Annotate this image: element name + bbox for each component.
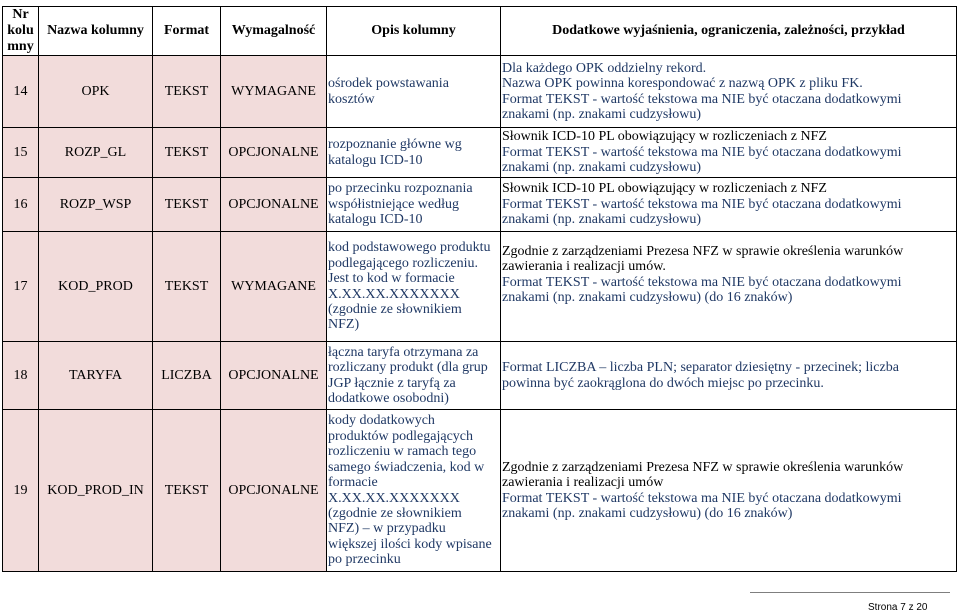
column-description: [327, 342, 501, 410]
header-required: Wymagalność: [221, 7, 327, 56]
extra-line: Zgodnie z zarządzeniami Prezesa NFZ w sprawie określenia warunków: [502, 459, 904, 475]
header-name: Nazwa kolumny: [39, 7, 153, 56]
description-line: katalogu ICD-10: [328, 212, 423, 228]
column-required: WYMAGANE: [221, 232, 327, 342]
column-name: ROZP_WSP: [39, 178, 153, 232]
column-extra: [501, 410, 957, 572]
column-description: [327, 232, 501, 342]
column-extra: [501, 56, 957, 128]
extra-line: Format TEKST - wartość tekstowa ma NIE być otaczana dodatkowymi: [502, 490, 902, 506]
column-name: ROZP_GL: [39, 128, 153, 178]
row-number: 17: [3, 232, 39, 342]
description-line: (zgodnie ze słownikiem: [328, 505, 462, 521]
description-line: rozpoznanie główne wg: [328, 137, 462, 153]
footer-divider: [750, 592, 950, 593]
description-line: współistniejące według: [328, 196, 460, 212]
description-line: kosztów: [328, 91, 375, 107]
extra-line: Format TEKST - wartość tekstowa ma NIE być otaczana dodatkowymi: [502, 274, 902, 290]
table-row: [3, 128, 957, 178]
description-line: X.XX.XX.XXXXXXX: [328, 490, 460, 506]
description-line: NFZ): [328, 317, 360, 333]
extra-line: Słownik ICD-10 PL obowiązujący w rozliczeniach z NFZ: [502, 181, 827, 197]
description-line: Jest to kod w formacie: [328, 271, 455, 287]
header-nr-line2: kolu: [7, 23, 34, 38]
column-required: OPCJONALNE: [221, 178, 327, 232]
table-row: [3, 342, 957, 410]
description-line: produktów podlegających: [328, 428, 474, 444]
header-extra: Dodatkowe wyjaśnienia, ograniczenia, zależności, przykład: [501, 7, 957, 56]
description-line: rozliczany produkt (dla grup: [328, 360, 488, 376]
header-row: [3, 7, 957, 56]
row-number: 14: [3, 56, 39, 128]
column-required: WYMAGANE: [221, 56, 327, 128]
column-name: KOD_PROD: [39, 232, 153, 342]
extra-line: powinna być zaokrąglona do dwóch miejsc po przecinku.: [502, 375, 824, 391]
extra-line: Nazwa OPK powinna korespondować z nazwą OPK z pliku FK.: [502, 76, 863, 92]
column-name: TARYFA: [39, 342, 153, 410]
description-line: JGP łącznie z taryfą za: [328, 375, 456, 391]
extra-line: Dla każdego OPK oddzielny rekord.: [502, 60, 707, 76]
extra-line: zawierania i realizacji umów.: [502, 259, 666, 275]
column-name: OPK: [39, 56, 153, 128]
header-nr-line1: Nr: [12, 7, 29, 22]
extra-line: Format TEKST - wartość tekstowa ma NIE być otaczana dodatkowymi: [502, 91, 902, 107]
table-row: [3, 178, 957, 232]
extra-line: Zgodnie z zarządzeniami Prezesa NFZ w sprawie określenia warunków: [502, 244, 904, 259]
description-line: po przecinku rozpoznania: [328, 181, 473, 197]
column-extra: [501, 178, 957, 232]
extra-line: znakami (np. znakami cudzysłowu): [502, 160, 702, 176]
column-required: OPCJONALNE: [221, 410, 327, 572]
table-row: [3, 56, 957, 128]
column-format: TEKST: [153, 56, 221, 128]
row-number: 15: [3, 128, 39, 178]
description-line: X.XX.XX.XXXXXXX: [328, 286, 460, 302]
row-number: 16: [3, 178, 39, 232]
column-description: [327, 410, 501, 572]
description-line: katalogu ICD-10: [328, 152, 423, 168]
row-number: 18: [3, 342, 39, 410]
description-line: dodatkowe osobodni): [328, 390, 449, 406]
header-format: Format: [153, 7, 221, 56]
row-number: 19: [3, 410, 39, 572]
column-extra: [501, 342, 957, 410]
extra-line: znakami (np. znakami cudzysłowu): [502, 212, 702, 228]
description-line: po przecinku: [328, 552, 401, 568]
column-description: [327, 56, 501, 128]
extra-line: Słownik ICD-10 PL obowiązujący w rozliczeniach z NFZ: [502, 129, 827, 145]
column-format: TEKST: [153, 410, 221, 572]
extra-line: Format TEKST - wartość tekstowa ma NIE być otaczana dodatkowymi: [502, 196, 902, 212]
column-format: TEKST: [153, 178, 221, 232]
extra-line: zawierania i realizacji umów: [502, 475, 664, 491]
description-line: (zgodnie ze słownikiem: [328, 301, 462, 317]
table-row: [3, 410, 957, 572]
description-line: podlegającego rozliczeniu.: [328, 255, 479, 271]
description-line: NFZ) – w przypadku: [328, 521, 446, 537]
page-number: Strona 7 z 20: [868, 602, 928, 613]
description-line: ośrodek powstawania: [328, 76, 449, 92]
description-line: formacie: [328, 475, 378, 491]
description-line: kod podstawowego produktu: [328, 240, 491, 256]
description-line: samego świadczenia, kod w: [328, 459, 485, 475]
extra-line: znakami (np. znakami cudzysłowu): [502, 106, 702, 122]
extra-line: Format LICZBA – liczba PLN; separator dziesiętny - przecinek; liczba: [502, 360, 899, 376]
description-line: kody dodatkowych: [328, 413, 435, 429]
column-extra: [501, 128, 957, 178]
extra-line: Format TEKST - wartość tekstowa ma NIE być otaczana dodatkowymi: [502, 144, 902, 160]
header-nr: [3, 7, 39, 56]
description-line: rozliczeniu w ramach tego: [328, 444, 477, 460]
extra-line: znakami (np. znakami cudzysłowu) (do 16 znaków): [502, 290, 793, 306]
column-extra: [501, 232, 957, 342]
table-row: [3, 232, 957, 342]
column-format: TEKST: [153, 232, 221, 342]
header-description: Opis kolumny: [327, 7, 501, 56]
extra-line: znakami (np. znakami cudzysłowu) (do 16 znaków): [502, 505, 793, 521]
column-required: OPCJONALNE: [221, 342, 327, 410]
description-line: większej ilości kody wpisane: [328, 536, 492, 552]
column-format: TEKST: [153, 128, 221, 178]
column-description: [327, 178, 501, 232]
column-format: LICZBA: [153, 342, 221, 410]
description-line: łączna taryfa otrzymana za: [328, 344, 479, 360]
columns-spec-table: [2, 6, 957, 572]
column-name: KOD_PROD_IN: [39, 410, 153, 572]
column-required: OPCJONALNE: [221, 128, 327, 178]
column-description: [327, 128, 501, 178]
header-nr-line3: mny: [7, 39, 34, 54]
